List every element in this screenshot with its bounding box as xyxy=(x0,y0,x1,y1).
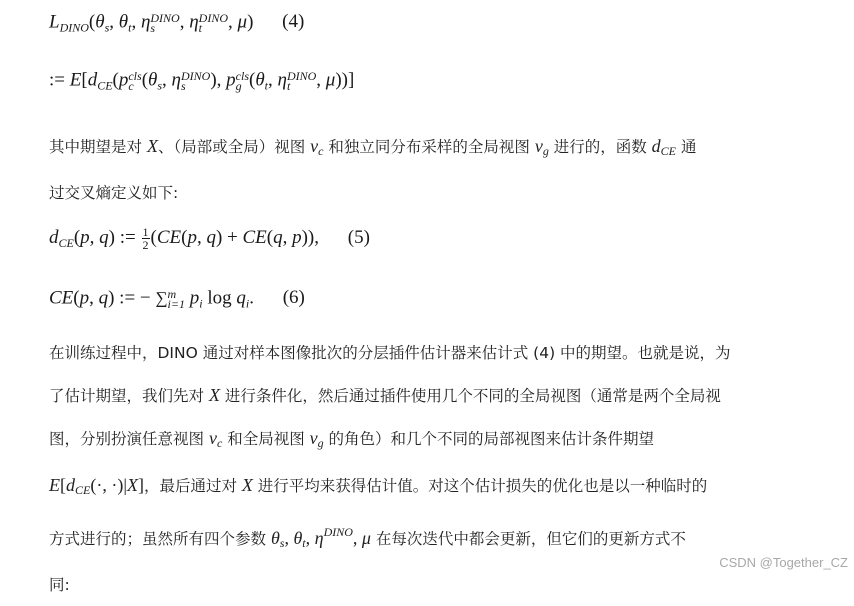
math-vg: $v_g$ xyxy=(534,136,549,158)
equation-6: CE(p, q) := − ∑ m i=1 $p_i$ $\log q_i$. (6) xyxy=(49,287,305,311)
para2-line-5b: 在每次迭代中都会更新，但它们的更新方式不 xyxy=(370,530,686,548)
math-vc: $v_c$ xyxy=(310,136,324,158)
math-params: $\theta_s$, $\theta_t$, $\eta^{DINO}$, μ xyxy=(270,525,371,550)
defined-as-symbol: := xyxy=(49,69,65,91)
para1-line-2: 过交叉熵定义如下: xyxy=(49,184,179,202)
equation-4-line-2: := $E[d_{CE}(p$ cls c ($\theta_s$, η DINO s ), p cls g ($\theta_t$, η DINO t , μ))] xyxy=(49,69,355,93)
equation-4-line-1: $L_{DINO}(\theta_s$, $\theta_t$, η DINO s , η DINO t , μ) (4) xyxy=(49,11,305,35)
para1-text-a: 其中期望是对 xyxy=(49,138,147,156)
equation-number: (6) xyxy=(282,287,305,309)
watermark: CSDN @Together_CZ xyxy=(719,555,848,570)
para1-text-c: 和独立同分布采样的全局视图 xyxy=(323,138,535,156)
para2-line-2a: 了估计期望，我们先对 xyxy=(49,387,209,405)
para1-text-e: 通 xyxy=(676,138,697,156)
equation-5: $d_{CE}(p$, q) := $\frac{1}{2}$ (CE(p, q) + CE(q, p)), (5) xyxy=(49,225,370,252)
math-dCE: $d_{CE}$ xyxy=(651,136,677,158)
paragraph-2: 在训练过程中，DINO 通过对样本图像批次的分层插件估计器来估计式 (4) 中的期望。也就是说，为 了估计期望，我们先对 X 进行条件化，然后通过插件使用几个不同的全局视图（通常是两个全局视 图，分别扮演任意视图 $v_c$ 和全局视图 $v_g$ 的角色）和几个不同的局部视图来估计条件期望 $E[d_{CE}(\cdot$, ·)|X]，最后通过对 X 进行平均来获得估计值。对这个估计损失的优化也是以一种临时的 方式进行的；虽然所有四个参数 $\theta_s$, $\theta_t$, $\eta^{DINO}$, μ 在每次迭代中都会更新，但它们的更新方式不 同: xyxy=(49,344,731,594)
paragraph-1 xyxy=(49,125,829,214)
para2-line-3c: 的角色）和几个不同的局部视图来估计条件期望 xyxy=(323,430,655,448)
para2-line-6: 同: xyxy=(49,576,70,594)
math-X: X xyxy=(241,475,253,495)
equation-number: (5) xyxy=(347,226,370,248)
equation-number: (4) xyxy=(282,11,305,33)
para2-line-3b: 和全局视图 xyxy=(222,430,310,448)
math-X: X xyxy=(146,136,158,156)
para1-text-b: 、（局部或全局）视图 xyxy=(157,138,311,156)
para1-text-d: 进行的，函数 xyxy=(548,138,652,156)
para2-line-5a: 方式进行的；虽然所有四个参数 xyxy=(49,530,271,548)
math-vc: $v_c$ xyxy=(208,428,223,450)
para2-line-4b: 进行平均来获得估计值。对这个估计损失的优化也是以一种临时的 xyxy=(252,477,708,495)
para2-line-3a: 图，分别扮演任意视图 xyxy=(49,430,209,448)
math-X: X xyxy=(208,385,220,405)
para2-line-1: 在训练过程中，DINO 通过对样本图像批次的分层插件估计器来估计式 (4) 中的期望。也就是说，为 xyxy=(49,344,731,362)
para2-line-4a: ，最后通过对 xyxy=(143,477,242,495)
math-vg: $v_g$ xyxy=(309,428,324,450)
para2-line-2b: 进行条件化，然后通过插件使用几个不同的全局视图（通常是两个全局视 xyxy=(219,387,721,405)
math-conditional-expectation: E xyxy=(49,475,60,495)
